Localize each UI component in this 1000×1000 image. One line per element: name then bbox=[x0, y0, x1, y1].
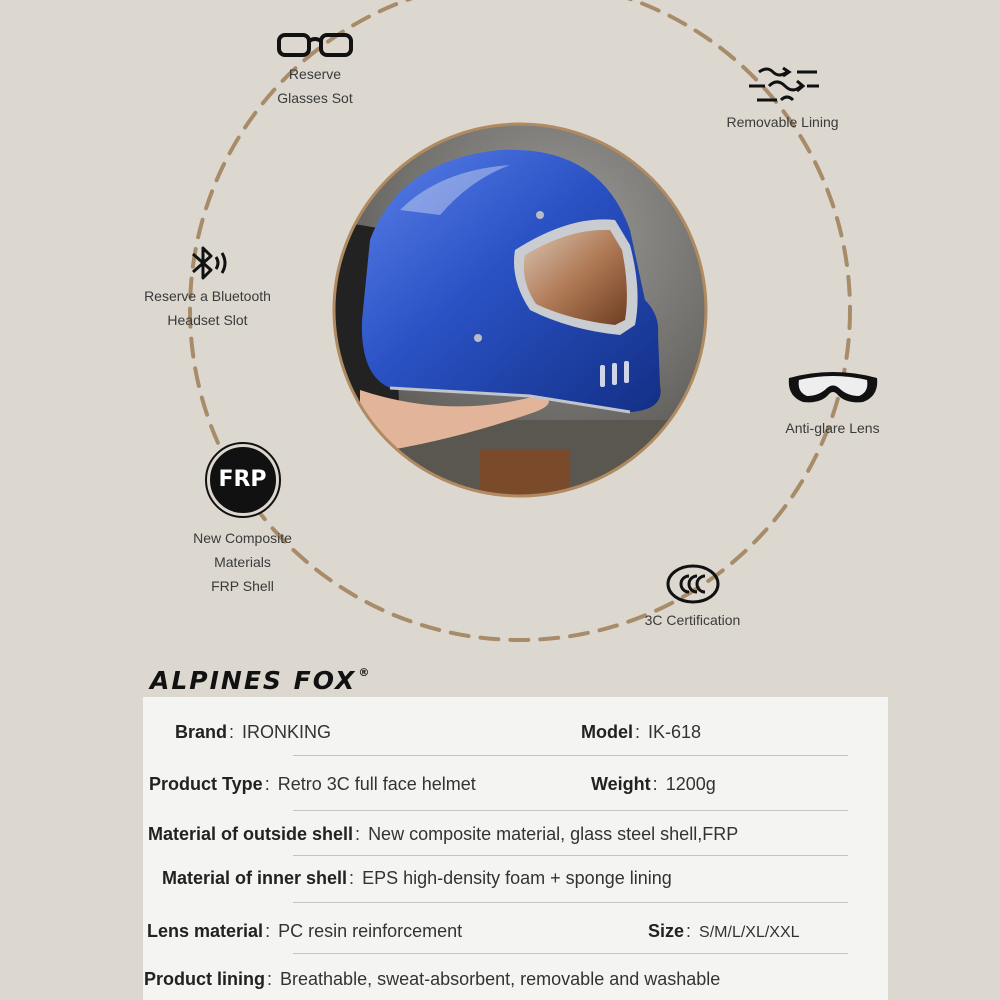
spec-lining-value: Breathable, sweat-absorbent, removable and washable bbox=[280, 969, 721, 989]
feature-frp-line-2: Materials bbox=[214, 554, 271, 570]
glasses-icon bbox=[275, 30, 355, 60]
spec-weight bbox=[591, 774, 716, 795]
spec-model-value: IK-618 bbox=[648, 722, 702, 742]
feature-bluetooth bbox=[125, 242, 290, 332]
spec-inner-shell bbox=[162, 868, 672, 889]
registered-mark: ® bbox=[358, 666, 370, 679]
spec-brand-sep: : bbox=[229, 722, 235, 742]
spec-outer-value: New composite material, glass steel shell,FRP bbox=[368, 824, 739, 844]
spec-lens-sep: : bbox=[265, 921, 271, 941]
spec-outer-sep: : bbox=[355, 824, 361, 844]
feature-glasses bbox=[255, 30, 375, 110]
feature-lining-label: Removable Lining bbox=[726, 114, 839, 130]
feature-bluetooth-line-1: Reserve a Bluetooth bbox=[144, 288, 271, 304]
brand-logo bbox=[150, 666, 369, 695]
feature-3c-label: 3C Certification bbox=[644, 612, 741, 628]
spec-brand-key: Brand bbox=[175, 722, 228, 742]
helmet-photo bbox=[330, 120, 710, 500]
spec-brand bbox=[175, 722, 331, 743]
spec-weight-sep: : bbox=[652, 774, 658, 794]
feature-glasses-line-2: Glasses Sot bbox=[277, 90, 353, 106]
feature-bluetooth-line-2: Headset Slot bbox=[167, 312, 248, 328]
spec-lens-material bbox=[147, 921, 462, 942]
spec-model-key: Model bbox=[581, 722, 633, 742]
feature-frp-shell bbox=[180, 444, 305, 598]
spec-outer-key: Material of outside shell bbox=[148, 824, 354, 844]
spec-model bbox=[581, 722, 701, 743]
spec-divider bbox=[293, 810, 848, 811]
spec-divider bbox=[293, 855, 848, 856]
spec-lining-key: Product lining bbox=[144, 969, 265, 989]
spec-type-value: Retro 3C full face helmet bbox=[277, 774, 476, 794]
spec-size-key: Size bbox=[648, 921, 685, 941]
goggle-lens-icon bbox=[785, 368, 881, 408]
spec-size-value: S/M/L/XL/XXL bbox=[699, 924, 800, 941]
bluetooth-icon bbox=[183, 242, 233, 284]
spec-lens-key: Lens material bbox=[147, 921, 264, 941]
spec-weight-key: Weight bbox=[591, 774, 651, 794]
spec-divider bbox=[293, 953, 848, 954]
wavy-arrows-icon bbox=[743, 64, 823, 106]
spec-divider bbox=[293, 902, 848, 903]
spec-panel bbox=[143, 697, 888, 1000]
spec-size bbox=[648, 921, 800, 942]
spec-product-type bbox=[149, 774, 476, 795]
spec-weight-value: 1200g bbox=[665, 774, 716, 794]
frp-badge-text: FRP bbox=[218, 467, 267, 492]
spec-brand-value: IRONKING bbox=[242, 722, 332, 742]
brand-logo-text: ALPINES FOX bbox=[150, 666, 357, 695]
spec-lining-sep: : bbox=[267, 969, 273, 989]
spec-inner-value: EPS high-density foam + sponge lining bbox=[362, 868, 672, 888]
feature-glasses-line-1: Reserve bbox=[288, 66, 342, 82]
spec-divider bbox=[293, 755, 848, 756]
spec-lens-value: PC resin reinforcement bbox=[278, 921, 463, 941]
spec-type-key: Product Type bbox=[149, 774, 263, 794]
spec-model-sep: : bbox=[635, 722, 641, 742]
spec-type-sep: : bbox=[264, 774, 270, 794]
feature-anti-glare-lens bbox=[765, 368, 900, 440]
spec-product-lining bbox=[144, 969, 720, 990]
spec-inner-sep: : bbox=[349, 868, 355, 888]
feature-frp-line-1: New Composite bbox=[193, 530, 292, 546]
feature-lens-label: Anti-glare Lens bbox=[785, 420, 880, 436]
feature-removable-lining bbox=[710, 64, 855, 134]
ccc-mark-icon bbox=[665, 562, 721, 606]
frp-badge bbox=[207, 444, 279, 516]
feature-3c-certification bbox=[620, 562, 765, 632]
spec-outer-shell bbox=[148, 824, 738, 845]
spec-size-sep: : bbox=[686, 921, 692, 941]
feature-frp-line-3: FRP Shell bbox=[211, 578, 274, 594]
spec-inner-key: Material of inner shell bbox=[162, 868, 348, 888]
